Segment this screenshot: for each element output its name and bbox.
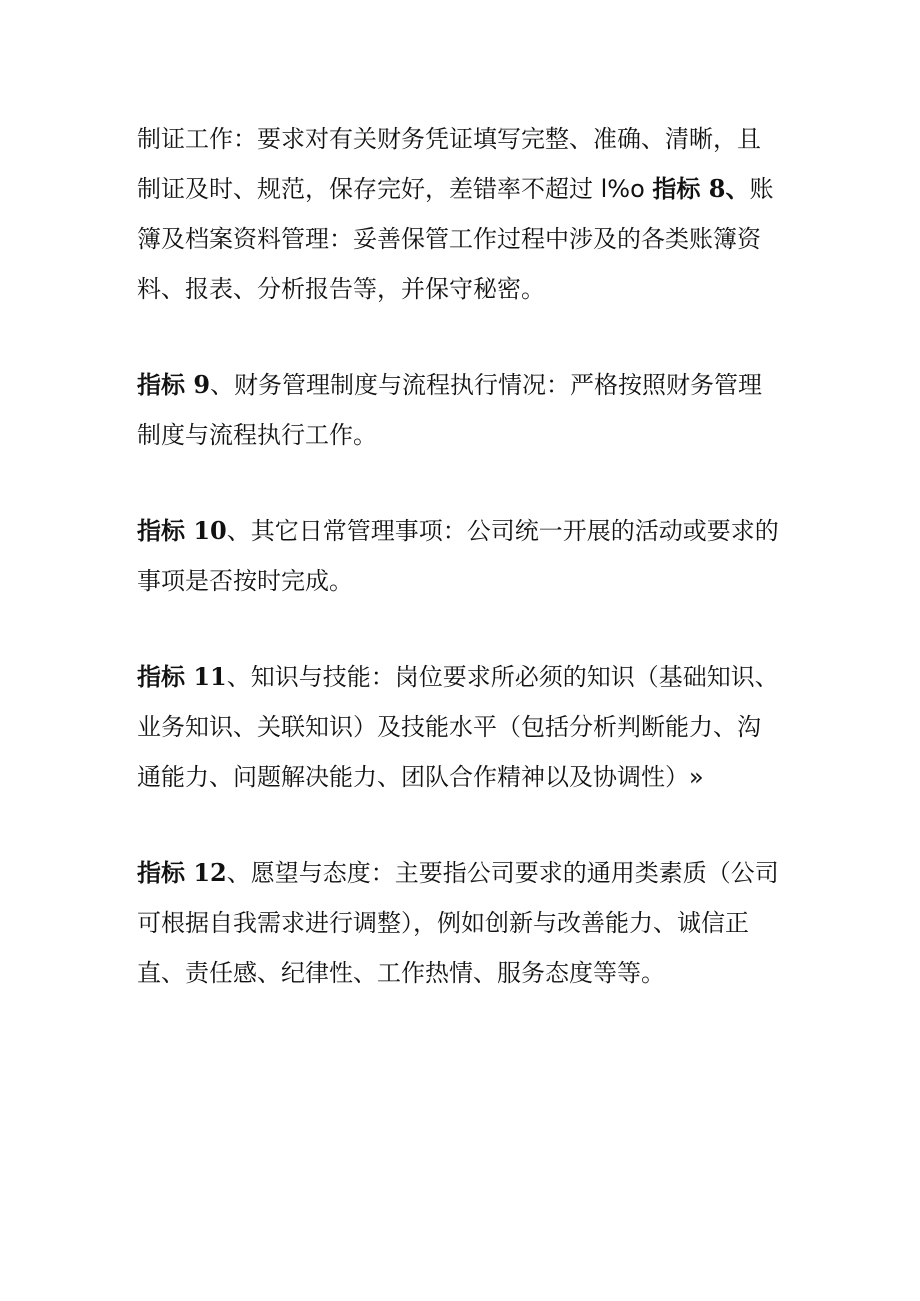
text-segment: 、愿望与态度：主要指公司要求的通用类素质（公司 (226, 859, 779, 887)
text-line (137, 114, 797, 164)
text-segment: 制证工作：要求对有关财务凭证填写完整、准确、清晰，且 (137, 125, 761, 153)
text-segment: 、其它日常管理事项：公司统一开展的活动或要求的 (226, 517, 779, 545)
indicator-label: 指标 11 (137, 662, 227, 691)
text-line (137, 702, 797, 752)
text-segment: 可根据自我需求进行调整），例如创新与改善能力、诚信正 (137, 909, 749, 937)
text-segment: 制证及时、规范，保存完好，差错率不超过 l%o (137, 175, 653, 203)
indicator-label: 指标 8、 (652, 174, 750, 203)
text-line (137, 360, 797, 410)
text-segment: 业务知识、关联知识）及技能水平（包括分析判断能力、沟 (137, 713, 761, 741)
indicator-label: 指标 10 (137, 516, 227, 545)
text-segment: 事项是否按时完成。 (137, 567, 353, 595)
paragraph (137, 652, 797, 802)
text-line (137, 164, 797, 214)
text-segment: 账 (749, 175, 774, 203)
text-line (137, 506, 797, 556)
text-line (137, 752, 797, 802)
paragraph (137, 114, 797, 314)
document-page (137, 114, 797, 1044)
text-line (137, 898, 797, 948)
paragraph (137, 360, 797, 460)
text-segment: 通能力、问题解决能力、团队合作精神以及协调性）» (137, 763, 704, 791)
indicator-label: 指标 9 (137, 370, 211, 399)
text-line (137, 556, 797, 606)
text-segment: 、财务管理制度与流程执行情况：严格按照财务管理 (210, 371, 763, 399)
text-segment: 簿及档案资料管理：妥善保管工作过程中涉及的各类账簿资 (137, 225, 761, 253)
text-line (137, 264, 797, 314)
text-line (137, 214, 797, 264)
text-segment: 料、报表、分析报告等，并保守秘密。 (137, 275, 545, 303)
text-line (137, 652, 797, 702)
indicator-label: 指标 12 (137, 858, 227, 887)
paragraph (137, 848, 797, 998)
text-line (137, 948, 797, 998)
text-segment: 直、责任感、纪律性、工作热情、服务态度等等。 (137, 959, 665, 987)
text-line (137, 848, 797, 898)
text-segment: 、知识与技能：岗位要求所必须的知识（基础知识、 (226, 663, 779, 691)
text-segment: 制度与流程执行工作。 (137, 421, 377, 449)
text-line (137, 410, 797, 460)
paragraph (137, 506, 797, 606)
